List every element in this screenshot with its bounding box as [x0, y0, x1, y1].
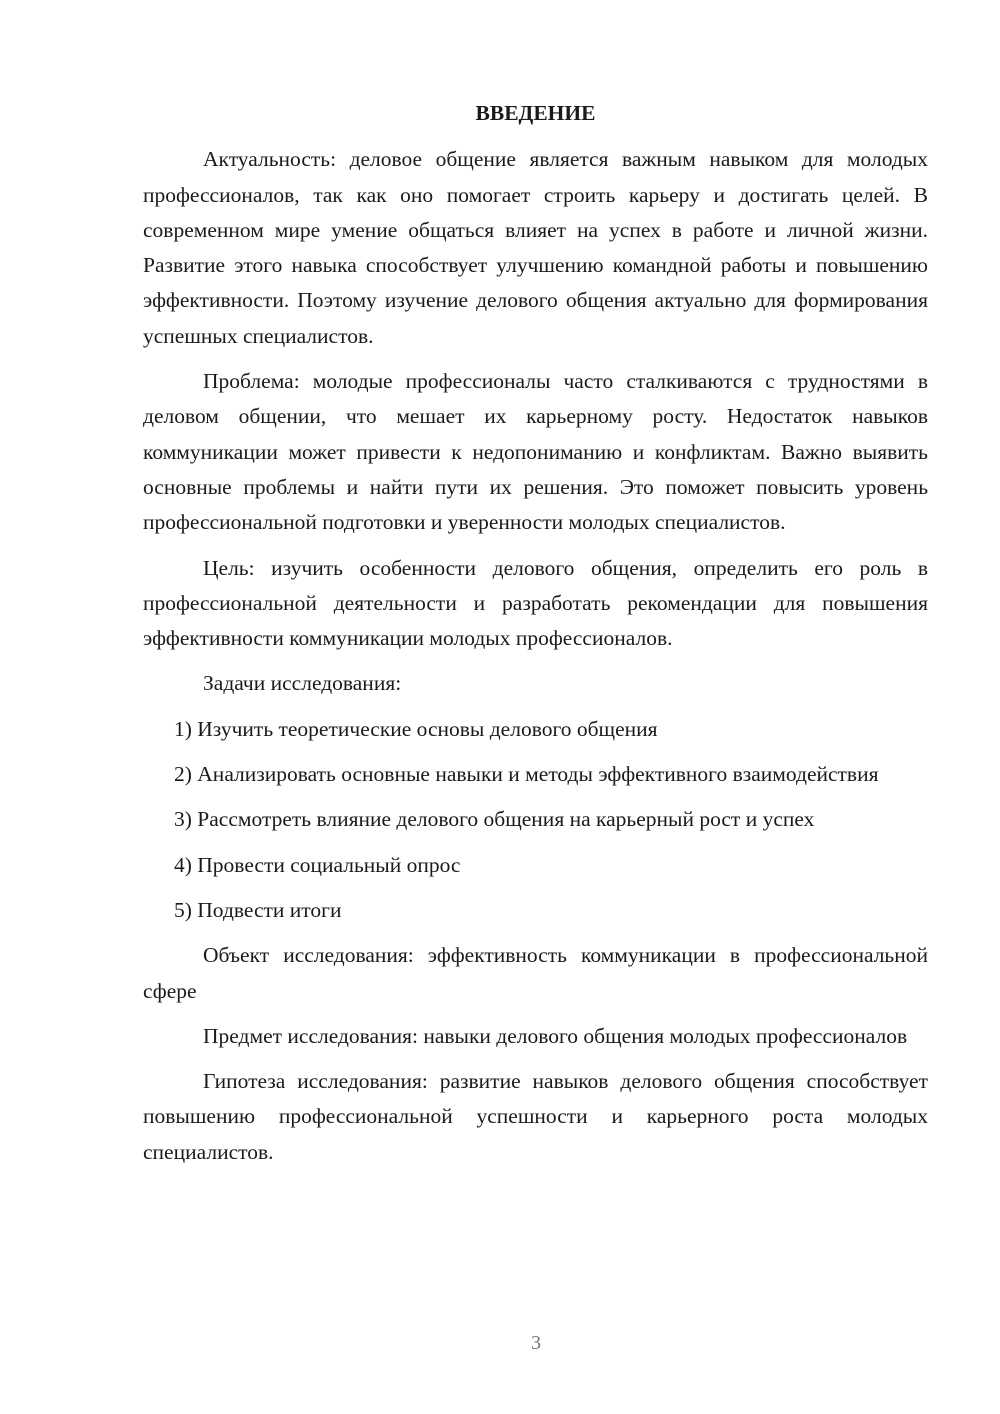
relevance-paragraph: Актуальность: деловое общение является важным навыком для молодых профессионалов, так как оно помогает строить карьеру и достигать целей. В современном мире умение общаться влияет на успех в работе и личной жизни. Развитие этого навыка способствует улучшению командной работы и повышению эффективности. Поэтому изучение делового общения актуально для формирования успешных специалистов. [143, 147, 928, 348]
page-number: 3 [531, 1332, 541, 1354]
task-item-5: 5) Подвести итоги [174, 897, 342, 922]
problem-paragraph: Проблема: молодые профессионалы часто сталкиваются с трудностями в деловом общении, что мешает их карьерному росту. Недостаток навыков коммуникации может привести к недопониманию и конфликтам. Важно выявить основные проблемы и найти пути их решения. Это поможет повысить уровень профессиональной подготовки и уверенности молодых специалистов. [143, 369, 928, 535]
goal-paragraph: Цель: изучить особенности делового общения, определить его роль в профессиональной деятельности и разработать рекомендации для повышения эффективности коммуникации молодых профессионалов. [143, 555, 928, 651]
hypothesis-paragraph: Гипотеза исследования: развитие навыков делового общения способствует повышению профессиональной успешности и карьерного роста молодых специалистов. [143, 1069, 928, 1164]
subject-paragraph: Предмет исследования: навыки делового общения молодых профессионалов [203, 1023, 908, 1048]
object-paragraph: Объект исследования: эффективность коммуникации в профессиональной сфере [143, 943, 928, 1003]
document-body [143, 96, 928, 1180]
task-item-2: 2) Анализировать основные навыки и методы эффективного взаимодействия [174, 762, 879, 787]
tasks-heading: Задачи исследования: [203, 671, 402, 696]
task-item-1: 1) Изучить теоретические основы делового общения [174, 716, 658, 741]
task-item-4: 4) Провести социальный опрос [174, 852, 461, 877]
section-heading: ВВЕДЕНИЕ [475, 101, 596, 125]
task-item-3: 3) Рассмотреть влияние делового общения на карьерный рост и успех [174, 807, 815, 832]
